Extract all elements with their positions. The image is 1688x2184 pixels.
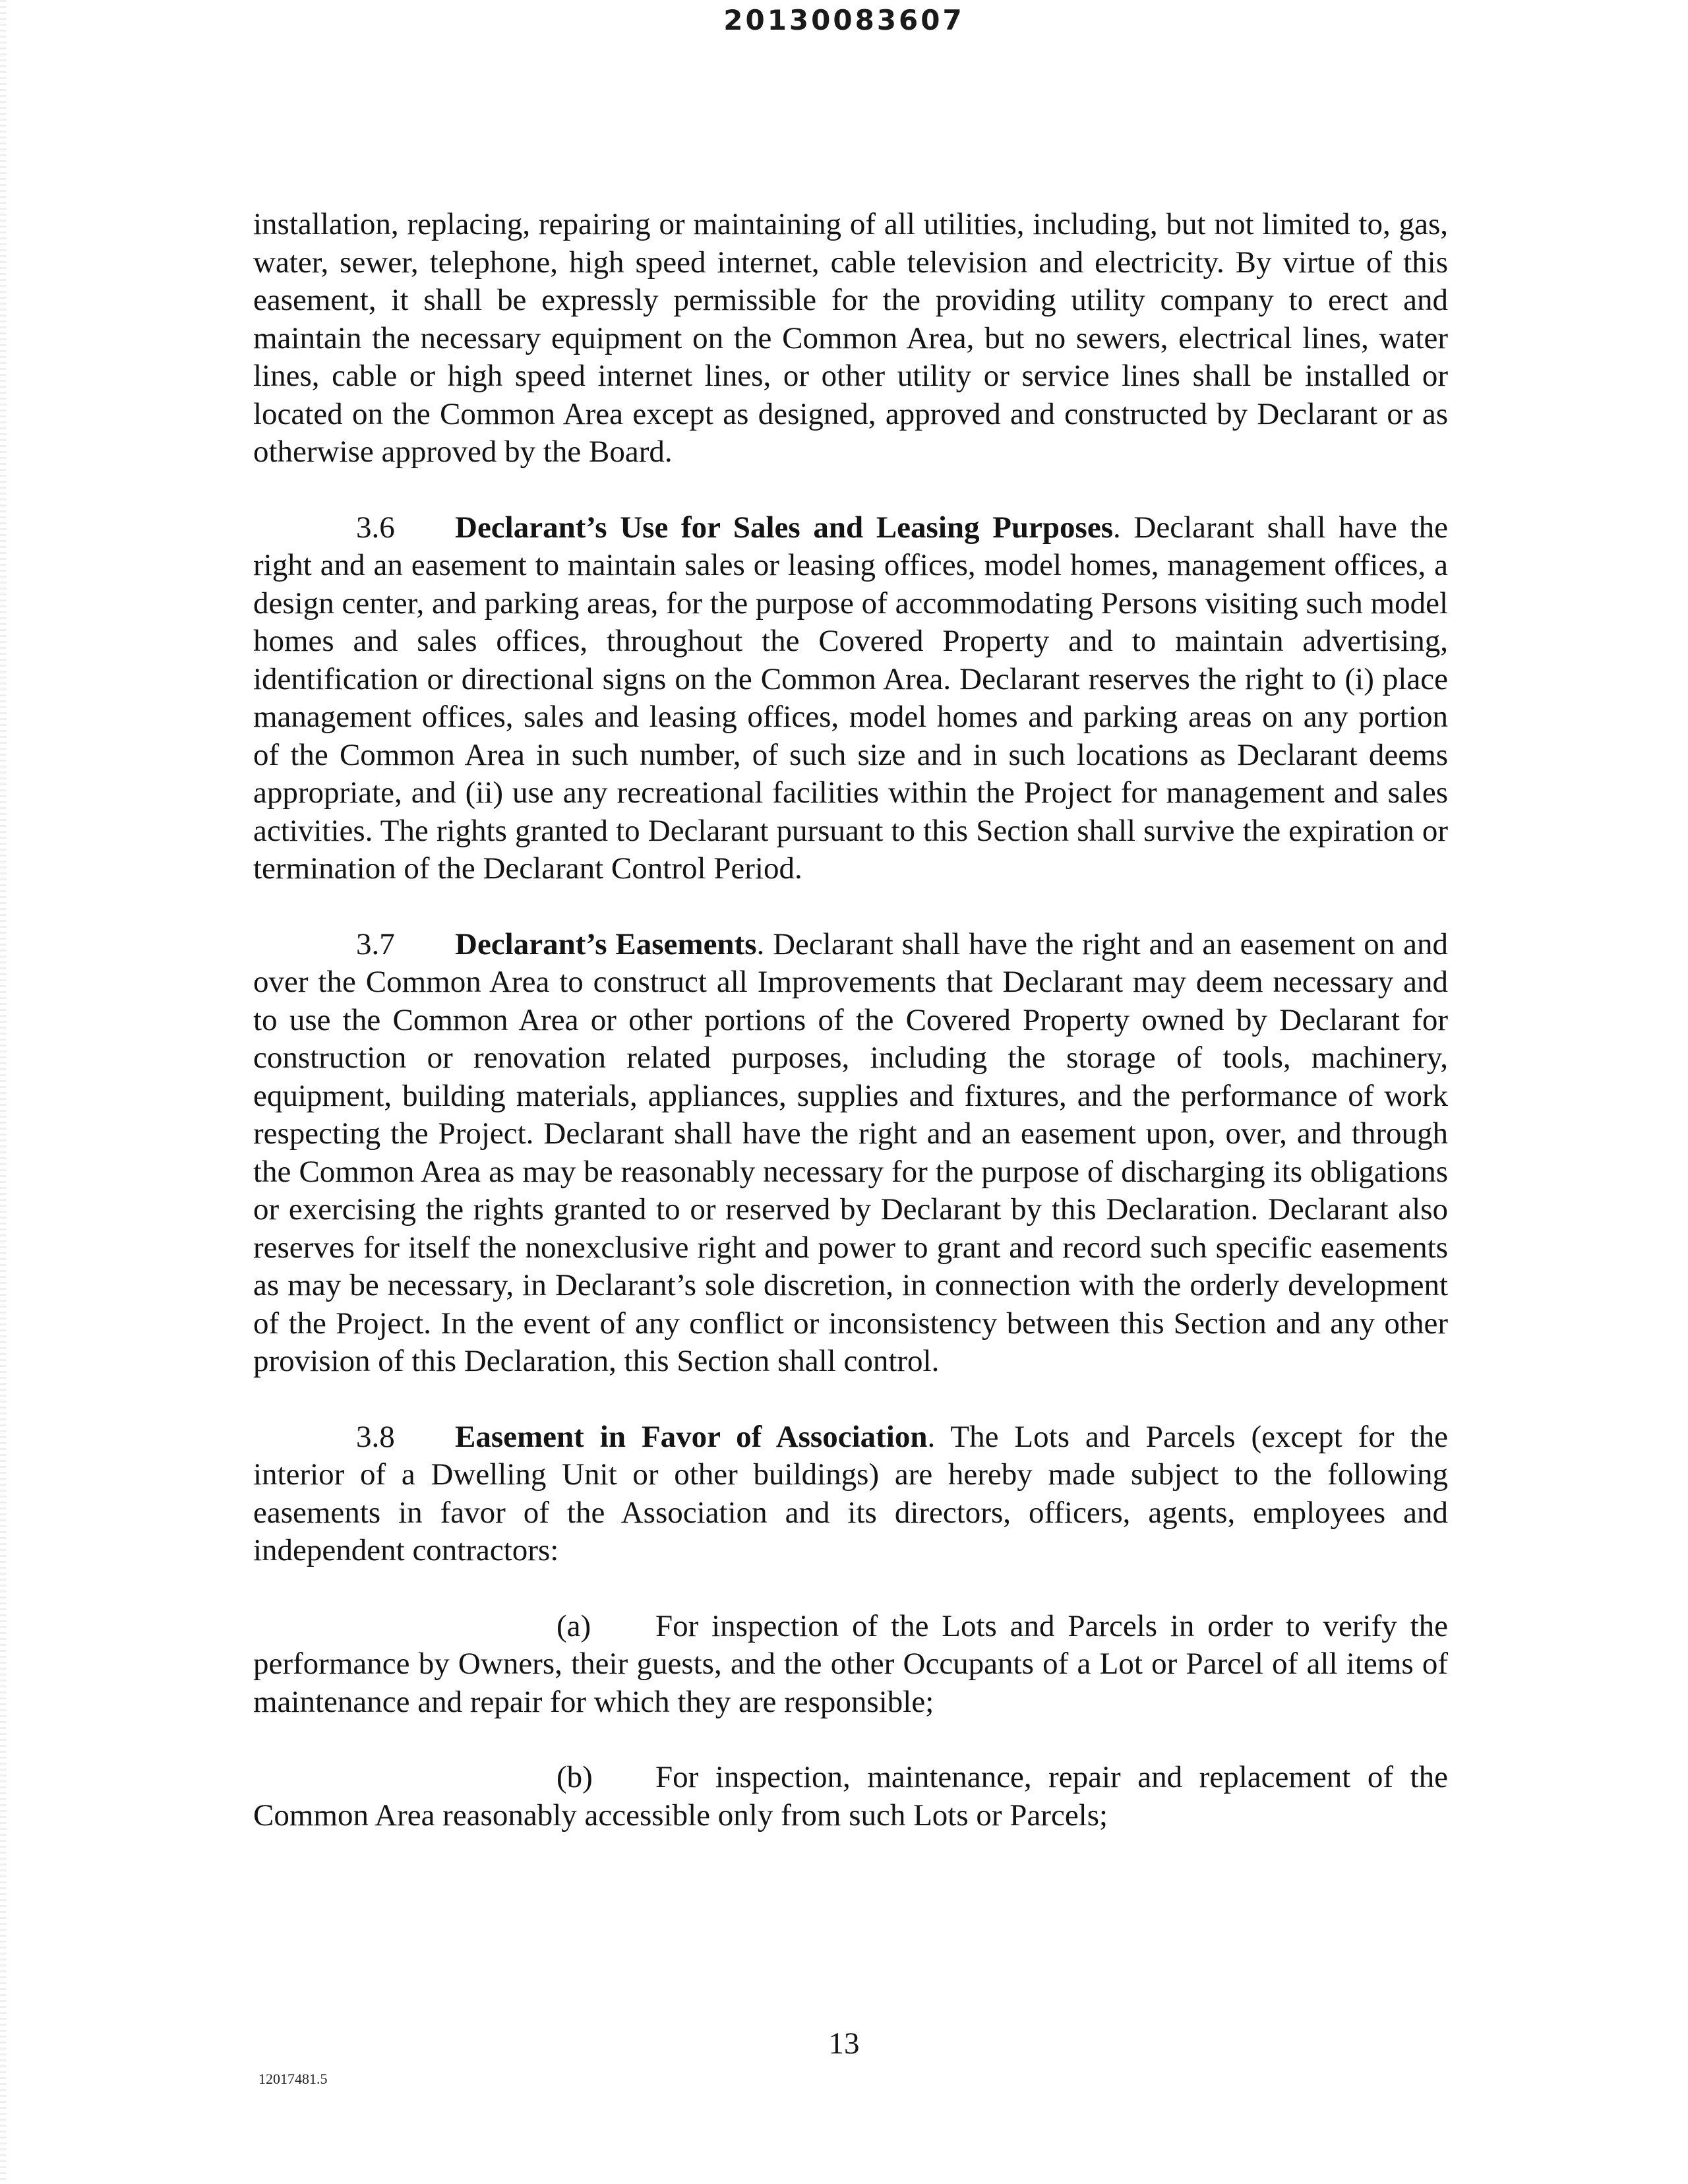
section-3-8	[253, 1418, 1448, 1570]
document-code: 12017481.5	[258, 2071, 328, 2087]
section-number: 3.7	[356, 926, 395, 961]
section-3-6	[253, 509, 1448, 888]
document-body	[253, 206, 1448, 1872]
subsection-a	[253, 1608, 1448, 1722]
section-3-7	[253, 926, 1448, 1381]
section-title: Easement in Favor of Association	[455, 1419, 928, 1454]
section-title: Declarant’s Easements	[455, 926, 757, 961]
subsection-label: (b)	[557, 1760, 593, 1794]
section-number: 3.8	[356, 1419, 395, 1454]
page-number: 13	[828, 2026, 860, 2061]
section-body: . Declarant shall have the right and an easement to maintain sales or leasing offices, model homes, management offices, a design center, and parking areas, for the purpose of accommodating Persons visiting such model homes and sales offices, throughout the Covered Property and to maintain advertising, identification or directional signs on the Common Area. Declarant reserves the right to (i) place management offices, sales and leasing offices, model homes and parking areas on any portion of the Common Area in such number, of such size and in such locations as Declarant deems appropriate, and (ii) use any recreational facilities within the Project for management and sales activities. The rights granted to Declarant pursuant to this Section shall survive the expiration or termination of the Declarant Control Period.	[253, 510, 1448, 886]
section-title: Declarant’s Use for Sales and Leasing Purposes	[455, 510, 1113, 545]
recording-number: 20130083607	[723, 4, 965, 36]
paragraph-utilities-continuation: installation, replacing, repairing or maintaining of all utilities, including, but not limited to, gas, water, sewer, telephone, high speed internet, cable television and electricity. By virtue of this easement, it shall be expressly permissible for the providing utility company to erect and maintain the necessary equipment on the Common Area, but no sewers, electrical lines, water lines, cable or high speed internet lines, or other utility or service lines shall be installed or located on the Common Area except as designed, approved and constructed by Declarant or as otherwise approved by the Board.	[253, 207, 1448, 469]
section-body: . Declarant shall have the right and an easement on and over the Common Area to construct all Improvements that Declarant may deem necessary and to use the Common Area or other portions of the Covered Property owned by Declarant for construction or renovation related purposes, including the storage of tools, machinery, equipment, building materials, appliances, supplies and fixtures, and the performance of work respecting the Project. Declarant shall have the right and an easement upon, over, and through the Common Area as may be reasonably necessary for the purpose of discharging its obligations or exercising the rights granted to or reserved by Declarant by this Declaration. Declarant also reserves for itself the nonexclusive right and power to grant and record such specific easements as may be necessary, in Declarant’s sole discretion, in connection with the orderly development of the Project. In the event of any conflict or inconsistency between this Section and any other provision of this Declaration, this Section shall control.	[253, 926, 1448, 1378]
subsection-b	[253, 1759, 1448, 1835]
subsection-body: For inspection, maintenance, repair and replacement of the Common Area reasonably accessible only from such Lots or Parcels;	[253, 1760, 1448, 1833]
subsection-body: For inspection of the Lots and Parcels in order to verify the performance by Owners, their guests, and the other Occupants of a Lot or Parcel of all items of maintenance and repair for which they are responsible;	[253, 1608, 1448, 1719]
subsection-label: (a)	[557, 1608, 591, 1643]
scan-edge-artifact	[0, 0, 7, 2184]
section-body: . The Lots and Parcels (except for the interior of a Dwelling Unit or other buildings) are hereby made subject to the following easements in favor of the Association and its directors, officers, agents, employees and independent contractors:	[253, 1419, 1448, 1567]
section-number: 3.6	[356, 510, 395, 545]
